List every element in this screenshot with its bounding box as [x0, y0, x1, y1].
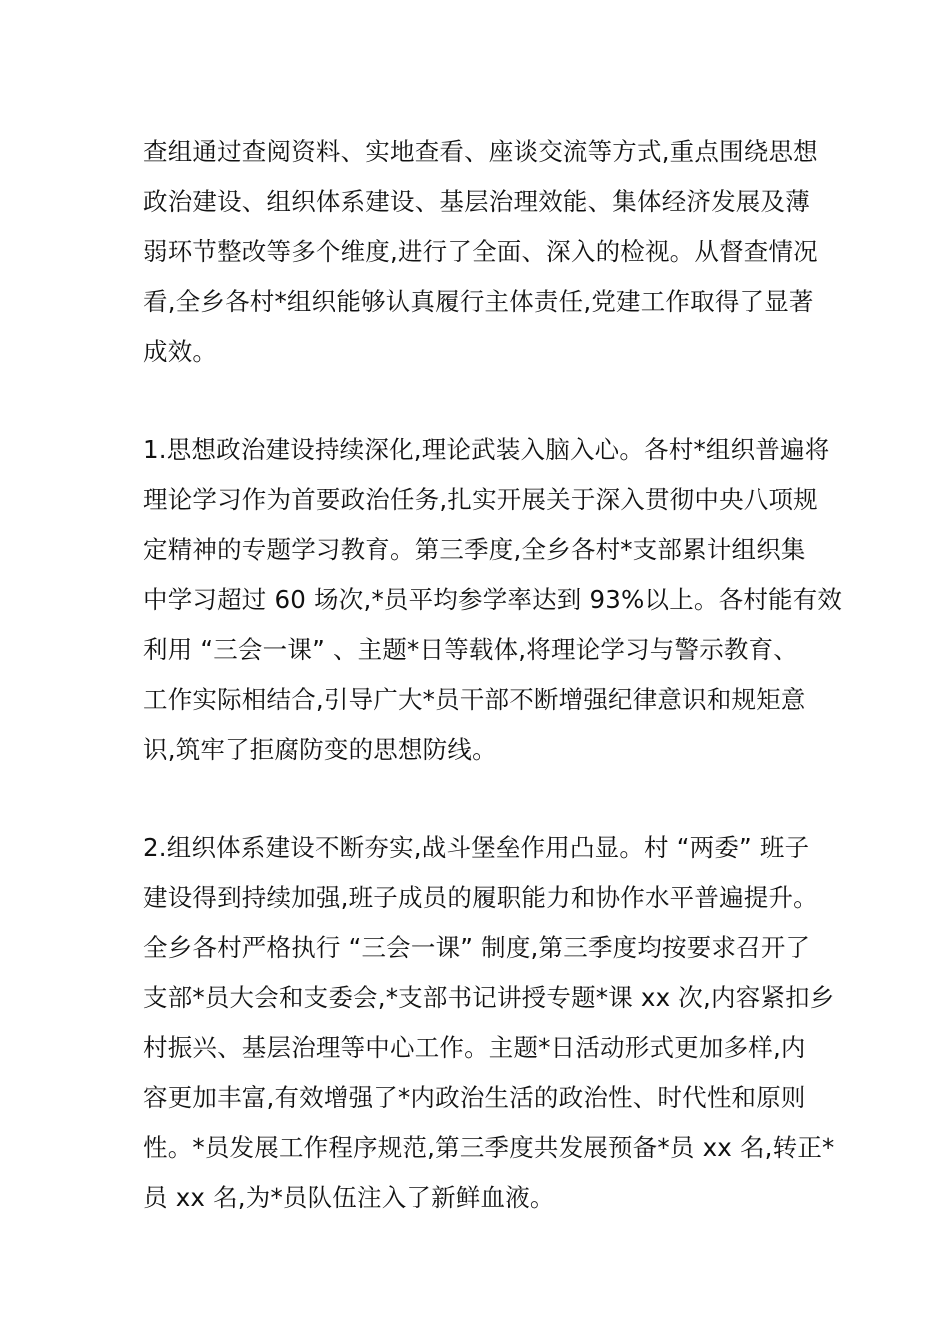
paragraph-3-line-8: 员 xx 名,为*员队伍注入了新鲜血液。 — [143, 1183, 555, 1212]
paragraph-2-line-6: 工作实际相结合,引导广大*员干部不断增强纪律意识和规矩意 — [143, 685, 806, 714]
paragraph-3-line-4: 支部*员大会和支委会,*支部书记讲授专题*课 xx 次,内容紧扣乡 — [143, 983, 835, 1012]
paragraph-1-line-2: 政治建设、组织体系建设、基层治理效能、集体经济发展及薄 — [143, 187, 810, 216]
paragraph-2-line-7: 识,筑牢了拒腐防变的思想防线。 — [143, 735, 497, 764]
paragraph-3-line-1: 2.组织体系建设不断夯实,战斗堡垒作用凸显。村 “两委” 班子 — [143, 833, 810, 862]
paragraph-2-line-3: 定精神的专题学习教育。第三季度,全乡各村*支部累计组织集 — [143, 535, 806, 564]
paragraph-3-line-2: 建设得到持续加强,班子成员的履职能力和协作水平普遍提升。 — [143, 883, 818, 912]
paragraph-2-line-2: 理论学习作为首要政治任务,扎实开展关于深入贯彻中央八项规 — [143, 485, 818, 514]
paragraph-3-line-5: 村振兴、基层治理等中心工作。主题*日活动形式更加多样,内 — [143, 1033, 806, 1062]
paragraph-3-line-6: 容更加丰富,有效增强了*内政治生活的政治性、时代性和原则 — [143, 1083, 806, 1112]
paragraph-1-line-1: 查组通过查阅资料、实地查看、座谈交流等方式,重点围绕思想 — [143, 137, 818, 166]
paragraph-2-line-5: 利用 “三会一课” 、主题*日等载体,将理论学习与警示教育、 — [143, 635, 798, 664]
paragraph-3-line-7: 性。*员发展工作程序规范,第三季度共发展预备*员 xx 名,转正* — [143, 1133, 835, 1162]
paragraph-3-line-3: 全乡各村严格执行 “三会一课” 制度,第三季度均按要求召开了 — [143, 933, 811, 962]
paragraph-1-line-5: 成效。 — [143, 337, 218, 366]
paragraph-2-line-4: 中学习超过 60 场次,*员平均参学率达到 93%以上。各村能有效 — [143, 585, 843, 614]
paragraph-1-line-4: 看,全乡各村*组织能够认真履行主体责任,党建工作取得了显著 — [143, 287, 814, 316]
paragraph-2-line-1: 1.思想政治建设持续深化,理论武装入脑入心。各村*组织普遍将 — [143, 435, 830, 464]
paragraph-1-line-3: 弱环节整改等多个维度,进行了全面、深入的检视。从督查情况 — [143, 237, 818, 266]
